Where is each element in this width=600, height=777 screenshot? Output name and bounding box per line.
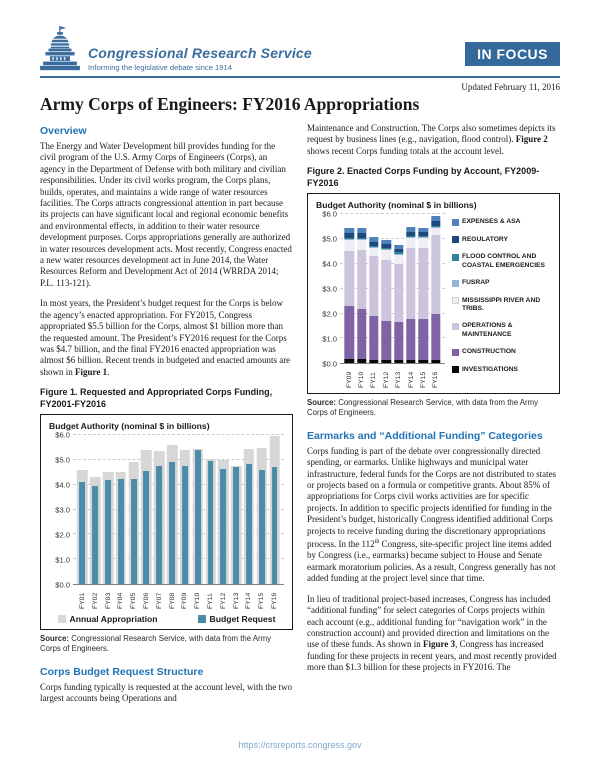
legend-item: FUSRAP [452, 279, 551, 287]
bar-group [114, 435, 127, 584]
figure1-plot-area [73, 435, 284, 585]
bar-group [179, 435, 192, 584]
x-tick-label: FY13 [395, 371, 403, 389]
x-tick-label: FY16 [271, 592, 279, 610]
two-column-layout [40, 123, 560, 714]
y-tick-label: $3.0 [55, 505, 70, 515]
y-tick-label: $0.0 [322, 359, 337, 369]
left-column [40, 123, 293, 714]
bar-segment [357, 250, 366, 309]
y-tick-label: $4.0 [55, 480, 70, 490]
x-tick-label: FY09 [345, 371, 353, 389]
bar-request [169, 462, 175, 584]
legend-item: EXPENSES & ASA [452, 218, 551, 226]
bar-segment [369, 248, 378, 257]
bar-segment [431, 360, 440, 363]
legend-swatch [452, 236, 459, 243]
bar-request [79, 482, 85, 584]
legend-swatch [452, 323, 459, 330]
bar-group [393, 214, 405, 363]
capitol-dome-icon [40, 26, 80, 72]
stacked-bar [369, 214, 378, 363]
bar-segment [394, 264, 403, 322]
stacked-bar [431, 214, 440, 363]
brand-text [88, 45, 312, 72]
bar-segment [382, 321, 391, 361]
bar-segment [382, 260, 391, 320]
x-tick-label: FY16 [432, 371, 440, 389]
x-tick-label: FY14 [407, 371, 415, 389]
x-tick-label: FY11 [370, 372, 378, 389]
legend-swatch [452, 297, 459, 304]
y-tick-label: $2.0 [55, 530, 70, 540]
bar-group [204, 435, 217, 584]
bar-group [191, 435, 204, 584]
stacked-bar [419, 214, 428, 363]
figure2-y-axis [316, 209, 340, 369]
y-tick-label: $0.0 [55, 580, 70, 590]
y-tick-label: $5.0 [55, 455, 70, 465]
bar-segment [344, 251, 353, 306]
bar-group [217, 435, 230, 584]
bar-segment [369, 360, 378, 363]
bar-series [340, 214, 445, 363]
bar-segment [369, 256, 378, 315]
x-tick-label: FY13 [232, 592, 240, 610]
bar-request [156, 466, 162, 584]
earmarks-paragraph-2: In lieu of traditional project-based increases, Congress has included “additional funding” for select categories of Corps projects within each account (e.g., additional funding for “navigation work” in the construction account) and provided direction and limitations on the use of these funds. As shown in Figure 3, Congress has increased funding for these projects in recent years, and most recently provided more than $1.3 billion for these projects in FY2016. The [307, 593, 557, 673]
bar-segment [357, 309, 366, 359]
legend-item: MISSISSIPPI RIVER AND TRIBS. [452, 297, 551, 314]
bar-group [380, 214, 392, 363]
figure1-x-axis [73, 585, 284, 609]
bar-segment [419, 248, 428, 319]
bar-group [76, 435, 89, 584]
x-tick-label: FY05 [130, 592, 138, 610]
earmarks-heading: Earmarks and “Additional Funding” Categories [307, 429, 543, 442]
bar-request [272, 467, 278, 584]
x-tick-label: FY10 [358, 371, 366, 389]
bar-segment [419, 360, 428, 363]
page-title: Army Corps of Engineers: FY2016 Appropriations [40, 94, 420, 114]
x-tick-label: FY02 [91, 592, 99, 610]
bar-segment [344, 359, 353, 363]
bar-group [102, 435, 115, 584]
figure2-chart-title: Budget Authority (nominal $ in billions) [316, 200, 477, 211]
bar-request [92, 486, 98, 584]
figure2-chart [307, 193, 560, 394]
bar-series [73, 435, 284, 584]
stacked-bar [357, 214, 366, 363]
figure1-chart [40, 414, 293, 630]
bar-segment [406, 319, 415, 360]
figure1-chart-title: Budget Authority (nominal $ in billions) [49, 421, 210, 432]
legend-item: FLOOD CONTROL AND COASTAL EMERGENCIES [452, 253, 551, 270]
bar-segment [394, 255, 403, 264]
bar-segment [431, 314, 440, 360]
bar-segment [344, 240, 353, 251]
stacked-bar [394, 214, 403, 363]
figure1-legend [49, 614, 284, 624]
stacked-bar [344, 214, 353, 363]
bar-segment [419, 319, 428, 360]
x-tick-label: FY09 [181, 592, 189, 610]
x-tick-label: FY11 [207, 593, 215, 610]
x-tick-label: FY12 [382, 371, 390, 389]
right-column [307, 123, 560, 714]
bar-segment [431, 235, 440, 314]
header-rule [40, 76, 560, 78]
bar-segment [419, 238, 428, 248]
bar-segment [357, 359, 366, 363]
org-tagline: Informing the legislative debate since 1914 [88, 63, 232, 72]
bar-group [140, 435, 153, 584]
legend-item: Budget Request [198, 614, 276, 624]
legend-item: OPERATIONS & MAINTENANCE [452, 322, 551, 339]
document-header [40, 26, 560, 72]
figure2-source-note: Source: Congressional Research Service, with data from the Army Corps of Engineers. [307, 398, 538, 418]
bar-segment [406, 360, 415, 363]
right-paragraph-1: Maintenance and Construction. The Corps also sometimes depicts its request by business lines (e.g., navigation, flood control). Figure 2 shows recent Corps funding totals at the account level. [307, 123, 556, 156]
bar-group [153, 435, 166, 584]
x-tick-label: FY12 [219, 592, 227, 610]
legend-item: INVESTIGATIONS [452, 366, 551, 374]
y-tick-label: $6.0 [322, 209, 337, 219]
legend-swatch [198, 615, 206, 623]
bar-segment [394, 360, 403, 363]
crs-brand [40, 26, 312, 72]
x-tick-label: FY07 [155, 592, 163, 610]
x-tick-label: FY15 [419, 371, 427, 389]
legend-swatch [452, 219, 459, 226]
figure2-plot-area [340, 214, 445, 364]
legend-item: CONSTRUCTION [452, 348, 551, 356]
bar-segment [382, 360, 391, 363]
legend-swatch [452, 280, 459, 287]
bar-group [430, 214, 442, 363]
figure2-caption: Figure 2. Enacted Corps Funding by Account, FY2009-FY2016 [307, 166, 540, 188]
y-tick-label: $4.0 [322, 259, 337, 269]
legend-item: REGULATORY [452, 236, 551, 244]
figure1-caption: Figure 1. Requested and Appropriated Corps Funding, FY2001-FY2016 [40, 387, 273, 409]
x-tick-label: FY03 [104, 592, 112, 610]
earmarks-paragraph-1: Corps funding is part of the debate over congressionally directed spending, or earmarks. Unlike highways and municipal water infrastructure, federal funds for the Corps are not distributed to states or projects based on a formula or competitive grants. About 85% of appropriations for Corps civil works activities are for specific projects. In addition to specific projects identified for funding in the President’s budget, historically Congress identified additional Corps projects to receive funding during the discretionary appropriations process. In the 112th Congress, site-specific project line items added by Congress (i.e., earmarks) became subject to House and Senate earmark moratorium policies. As a result, Congress generally has not added funding at the project level since that time. [307, 445, 557, 584]
stacked-bar [382, 214, 391, 363]
y-tick-label: $2.0 [322, 309, 337, 319]
x-tick-label: FY10 [194, 592, 202, 610]
bar-group [268, 435, 281, 584]
page-footer [0, 735, 600, 753]
bar-request [118, 479, 124, 585]
bar-request [131, 479, 137, 585]
legend-item: Annual Appropriation [58, 614, 158, 624]
legend-swatch [452, 366, 459, 373]
crs-reports-link[interactable]: https://crsreports.congress.gov [238, 740, 362, 750]
bar-segment [406, 238, 415, 248]
overview-paragraph-1: The Energy and Water Development bill provides funding for the civil program of the U.S. Army Corps of Engineers (Corps), an agency in the Department of Defense with both military and civilian responsibilities. Under its civil works program, the Corps plans, builds, operates, and maintains a wide range of water resources facilities. The Corps attracts congressional attention in part because its projects can have significant local and regional economic benefits and environmental effects, in addition to their water resource development purposes. Corps appropriations generally are authorized in water resources development acts. Most recently, Congress enacted a new water resources development act in June 2014, the Water Resources Reform and Development Act of 2014 (WRRDA 2014; P.L. 113-121). [40, 141, 292, 288]
bar-group [89, 435, 102, 584]
bar-group [255, 435, 268, 584]
y-tick-label: $1.0 [55, 555, 70, 565]
bar-request [144, 471, 150, 584]
bar-group [417, 214, 429, 363]
bar-segment [431, 228, 440, 235]
x-tick-label: FY06 [142, 592, 150, 610]
bar-segment [344, 306, 353, 359]
org-name: Congressional Research Service [88, 45, 312, 61]
x-tick-label: FY04 [117, 592, 125, 610]
bar-group [127, 435, 140, 584]
bar-request [208, 461, 214, 584]
legend-swatch [58, 615, 66, 623]
x-tick-label: FY15 [258, 592, 266, 610]
bar-group [368, 214, 380, 363]
bar-request [105, 480, 111, 584]
bar-request [182, 466, 188, 584]
figure1-source-note: Source: Congressional Research Service, with data from the Army Corps of Engineers. [40, 634, 271, 653]
legend-swatch [452, 254, 459, 261]
y-tick-label: $3.0 [322, 284, 337, 294]
bar-group [230, 435, 243, 584]
in-focus-badge: IN FOCUS [465, 42, 560, 66]
bar-request [195, 450, 201, 584]
bar-request [233, 467, 239, 584]
bar-segment [394, 322, 403, 361]
bar-group [243, 435, 256, 584]
y-tick-label: $6.0 [55, 430, 70, 440]
figure2-x-axis [340, 364, 445, 388]
budget-structure-paragraph: Corps funding typically is requested at the account level, with the two largest accounts being Operations and [40, 681, 292, 704]
bar-request [220, 469, 226, 584]
figure1-y-axis [49, 430, 73, 590]
stacked-bar [406, 214, 415, 363]
overview-heading: Overview [40, 125, 87, 137]
updated-date: Updated February 11, 2016 [461, 82, 560, 92]
x-tick-label: FY01 [78, 592, 86, 610]
y-tick-label: $1.0 [322, 334, 337, 344]
bar-request [259, 470, 265, 584]
bar-group [405, 214, 417, 363]
figure2-legend [445, 214, 551, 388]
bar-segment [357, 240, 366, 250]
overview-paragraph-2: In most years, the President’s budget request for the Corps is below the agency’s enacted appropriation. For FY2015, Congress appropriated $5.5 billion for the Corps, almost $1 billion more than the requested amount. The President’s FY2016 request for the Corps was $4.7 billion, and the final FY2016 enacted appropriation was almost $6 billion. Recent trends in budgeted and enacted amounts are shown in Figure 1. [40, 298, 291, 377]
legend-swatch [452, 349, 459, 356]
bar-segment [369, 316, 378, 361]
x-tick-label: FY08 [168, 592, 176, 610]
bar-group [355, 214, 367, 363]
y-tick-label: $5.0 [322, 234, 337, 244]
bar-group [166, 435, 179, 584]
bar-request [246, 464, 252, 584]
bar-segment [406, 248, 415, 319]
budget-structure-heading: Corps Budget Request Structure [40, 665, 204, 678]
bar-group [343, 214, 355, 363]
x-tick-label: FY14 [245, 592, 253, 610]
bar-segment [382, 250, 391, 260]
